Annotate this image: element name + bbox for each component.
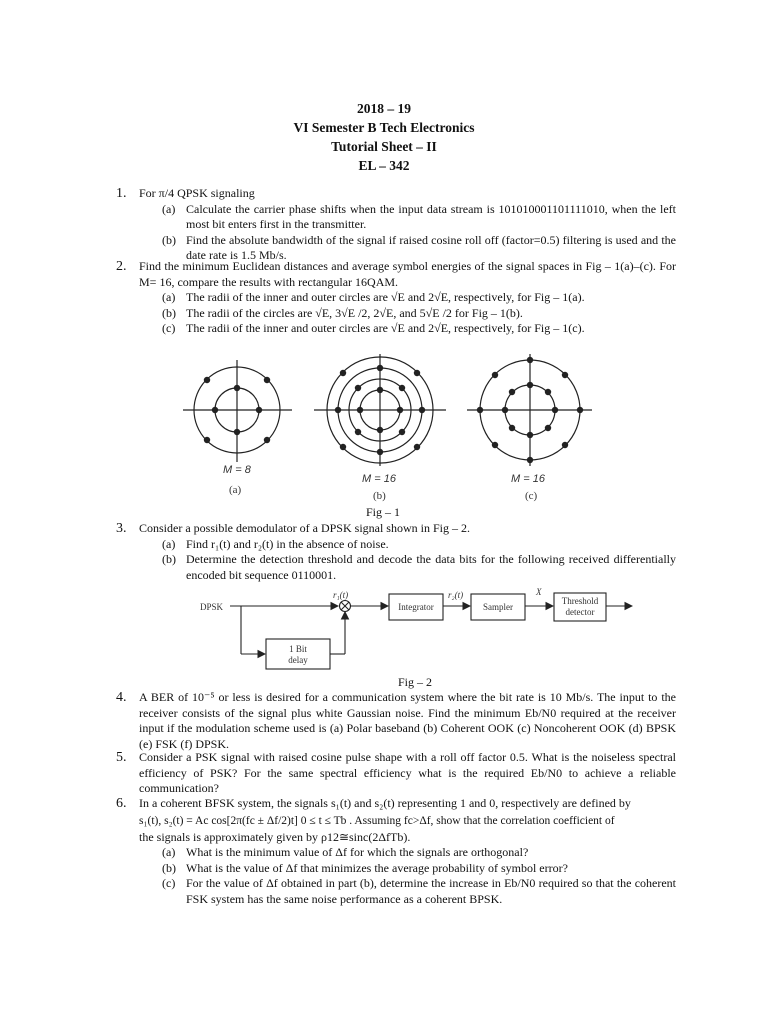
fig1b-label: (b) bbox=[373, 490, 386, 502]
question-text: A BER of 10⁻⁵ or less is desired for a communication system where the bit rate is 10 Mb/s. The input to the receiver consists of the signal plus white Gaussian noise. Find the minimum Eb/N0 required at the receiver input if the modulation scheme used is (a) Polar baseband (b) Coherent OOK (c) Noncoherent OOK (d) BPSK (e) FSK (f) DPSK. bbox=[139, 690, 676, 751]
dpsk-block-diagram bbox=[0, 584, 768, 674]
r2-label: r₂(t) bbox=[448, 590, 464, 600]
constellation-figure bbox=[0, 352, 768, 512]
fig1-caption: Fig – 1 bbox=[366, 505, 401, 519]
dpsk-input-label: DPSK bbox=[200, 602, 224, 612]
question-number: 3. bbox=[116, 521, 127, 536]
detector-label: detector bbox=[565, 607, 595, 617]
constellation-c bbox=[467, 354, 592, 466]
course-code: EL – 342 bbox=[358, 158, 410, 173]
fig1c-m-label: M = 16 bbox=[511, 473, 545, 485]
subquestion-6b: (b) What is the value of Δf that minimizes the average probability of symbol error? bbox=[162, 860, 568, 875]
question-number: 6. bbox=[116, 796, 127, 811]
question-4 bbox=[116, 690, 676, 752]
question-text: Consider a PSK signal with raised cosine pulse shape with a roll off factor 0.5. What is the noiseless spectral efficiency of PSK? For the same spectral efficiency what is the required Eb/N0 to achieve a reliable communication? bbox=[139, 750, 676, 795]
integrator-label: Integrator bbox=[398, 602, 434, 612]
question-number: 5. bbox=[116, 750, 127, 765]
question-text: In a coherent BFSK system, the signals s₁(t) and s₂(t) representing 1 and 0, respectively are defined by bbox=[139, 796, 631, 810]
question-1 bbox=[116, 186, 676, 264]
sampler-label: Sampler bbox=[483, 602, 513, 612]
course-title: VI Semester B Tech Electronics bbox=[293, 120, 475, 135]
question-6 bbox=[116, 796, 676, 907]
document-header bbox=[0, 99, 768, 175]
fig1b-m-label: M = 16 bbox=[362, 473, 396, 485]
subquestion-3a: (a) Find r₁(t) and r₂(t) in the absence of noise. bbox=[162, 536, 389, 551]
r1-label: r₁(t) bbox=[333, 590, 349, 600]
fsk-equation: s₁(t), s₂(t) = Ac cos[2π(fc ± Δf/2)t] 0 ≤ t ≤ Tb . Assuming fc>Δf, show that the correlation coefficient of bbox=[139, 814, 615, 827]
delay-label-1: 1 Bit bbox=[289, 644, 307, 654]
constellation-a bbox=[183, 360, 292, 462]
subquestion-1b: (b) Find the absolute bandwidth of the signal if raised cosine roll off (factor=0.5) filtering is used and the date rate is 1.5 Mb/s. bbox=[162, 232, 676, 262]
threshold-label: Threshold bbox=[561, 596, 599, 606]
subquestion-6c: (c) For the value of Δf obtained in part (b), determine the increase in Eb/N0 required so that the coherent FSK system has the same noise performance as a coherent BPSK. bbox=[162, 876, 676, 906]
delay-label-2: delay bbox=[288, 655, 308, 665]
question-number: 2. bbox=[116, 259, 127, 274]
x-label: X bbox=[536, 587, 542, 597]
academic-year: 2018 – 19 bbox=[357, 101, 411, 116]
question-3 bbox=[116, 521, 676, 583]
subquestion-2c: (c) The radii of the inner and outer circles are √E and 2√E, respectively, for Fig – 1(c). bbox=[162, 321, 585, 335]
fig1a-m-label: M = 8 bbox=[223, 464, 251, 476]
subquestion-3b: (b) Determine the detection threshold and decode the data bits for the following received differentially encoded bit sequence 0110001. bbox=[162, 552, 676, 582]
question-5 bbox=[116, 750, 676, 797]
subquestion-2a: (a) The radii of the inner and outer circles are √E and 2√E, respectively, for Fig – 1(a). bbox=[162, 290, 585, 304]
subquestion-6a: (a) What is the minimum value of Δf for which the signals are orthogonal? bbox=[162, 845, 529, 859]
fig2-caption: Fig – 2 bbox=[398, 675, 433, 689]
subquestion-2b: (b) The radii of the circles are √E, 3√E /2, 2√E, and 5√E /2 for Fig – 1(b). bbox=[162, 305, 523, 320]
question-2 bbox=[116, 259, 676, 337]
question-text: Consider a possible demodulator of a DPSK signal shown in Fig – 2. bbox=[139, 521, 470, 535]
question-number: 4. bbox=[116, 690, 127, 705]
fig1a-label: (a) bbox=[229, 484, 242, 496]
question-number: 1. bbox=[116, 186, 127, 201]
question-text-cont: the signals is approximately given by ρ12≅sinc(2ΔfTb). bbox=[139, 829, 411, 844]
sheet-title: Tutorial Sheet – II bbox=[331, 139, 437, 154]
question-text: For π/4 QPSK signaling bbox=[139, 186, 255, 200]
question-text: Find the minimum Euclidean distances and average symbol energies of the signal spaces in Fig – 1(a)–(c). For M= 16, compare the results with rectangular 16QAM. bbox=[139, 259, 676, 289]
subquestion-1a: (a) Calculate the carrier phase shifts when the input data stream is 101010001101111010, when the left most bit enters first in the transmitter. bbox=[162, 201, 676, 231]
fig1c-label: (c) bbox=[525, 490, 538, 502]
